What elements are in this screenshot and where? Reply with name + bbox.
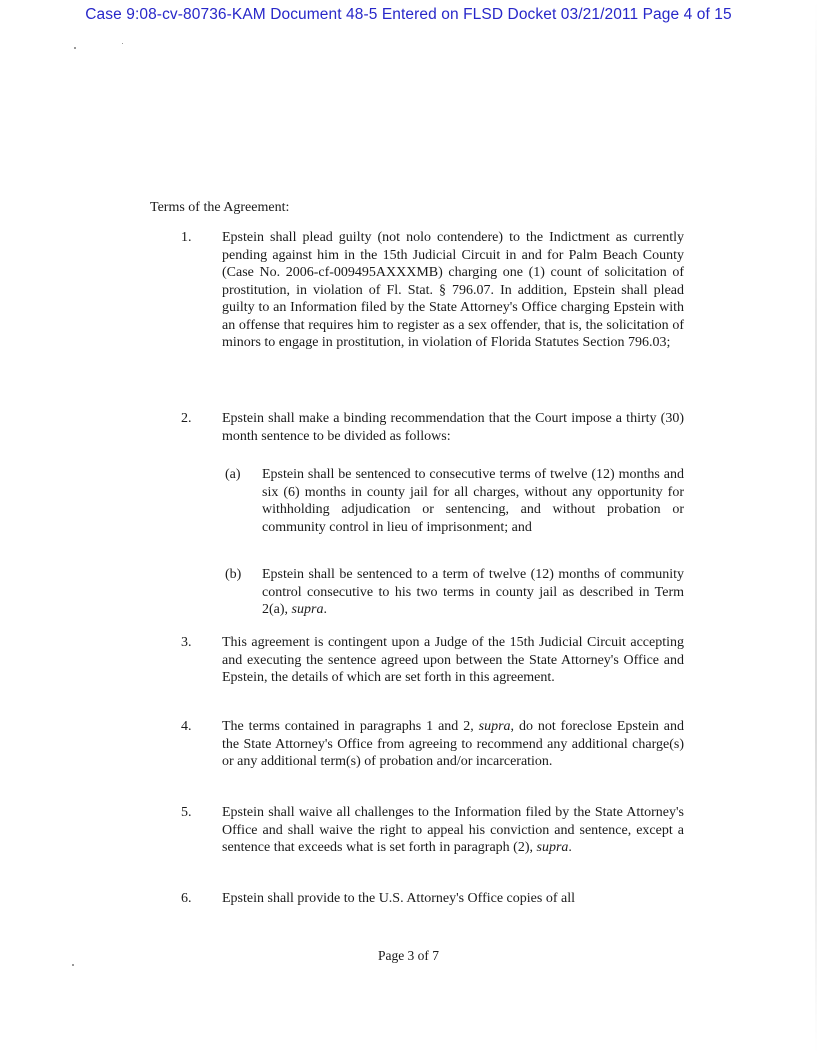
term-number: 4. [181, 719, 192, 734]
term-text: Epstein shall be sentenced to a term of twelve (12) months of community control consecutive to his two terms in county jail as described in Term 2(a), [262, 567, 684, 617]
docket-header: Case 9:08-cv-80736-KAM Document 48-5 Entered on FLSD Docket 03/21/2011 Page 4 of 15 [85, 6, 732, 23]
term-text-italic: supra [291, 602, 324, 617]
term-text: , do not foreclose Epstein and the State Attorney's Office from agreeing to recommend any additional charge(s) or any additional term(s) of probation and/or incarceration. [222, 719, 684, 769]
term-number: 1. [181, 230, 192, 245]
section-intro: Terms of the Agreement: [150, 200, 290, 215]
page-number: Page 3 of 7 [377, 948, 440, 963]
term-2b [225, 566, 684, 619]
term-number: (b) [225, 567, 242, 582]
term-text: The terms contained in paragraphs 1 and 2, [222, 719, 479, 734]
scan-speck [122, 43, 123, 44]
scan-speck [74, 47, 76, 49]
term-3 [181, 634, 684, 687]
term-text: . [323, 602, 327, 617]
term-5 [181, 804, 684, 857]
term-text: This agreement is contingent upon a Judge of the 15th Judicial Circuit accepting and executing the sentence agreed upon between the State Attorney's Office and Epstein, the details of which are set forth in this agreement. [222, 635, 684, 685]
term-text: Epstein shall plead guilty (not nolo contendere) to the Indictment as currently pending against him in the 15th Judicial Circuit in and for Palm Beach County (Case No. 2006-cf-009495AXXXMB) charging one (1) count of solicitation of prostitution, in violation of Fl. Stat. § 796.07. In addition, Epstein shall plead guilty to an Information filed by the State Attorney's Office charging Epstein with an offense that requires him to register as a sex offender, that is, the solicitation of minors to engage in prostitution, in violation of Florida Statutes Section 796.03; [222, 230, 684, 350]
term-number: 5. [181, 805, 192, 820]
term-text: Epstein shall provide to the U.S. Attorney's Office copies of all [222, 891, 575, 906]
term-text-italic: supra [536, 840, 569, 855]
term-text: Epstein shall waive all challenges to the Information filed by the State Attorney's Office and shall waive the right to appeal his conviction and sentence, except a sentence that exceeds what is set forth in paragraph (2), [222, 805, 684, 855]
term-text: . [568, 840, 572, 855]
term-6 [181, 890, 684, 908]
term-text-italic: supra [478, 719, 511, 734]
term-2 [181, 410, 684, 445]
term-4 [181, 718, 684, 771]
term-1 [181, 229, 684, 352]
term-2a [225, 466, 684, 536]
scan-speck [72, 964, 74, 966]
term-number: 2. [181, 411, 192, 426]
term-number: (a) [225, 467, 241, 482]
term-text: Epstein shall be sentenced to consecutive terms of twelve (12) months and six (6) months in county jail for all charges, without any opportunity for withholding adjudication or sentencing, and without probation or community control in lieu of imprisonment; and [262, 467, 684, 535]
term-number: 3. [181, 635, 192, 650]
term-number: 6. [181, 891, 192, 906]
term-text: Epstein shall make a binding recommendation that the Court impose a thirty (30) month sentence to be divided as follows: [222, 411, 684, 444]
